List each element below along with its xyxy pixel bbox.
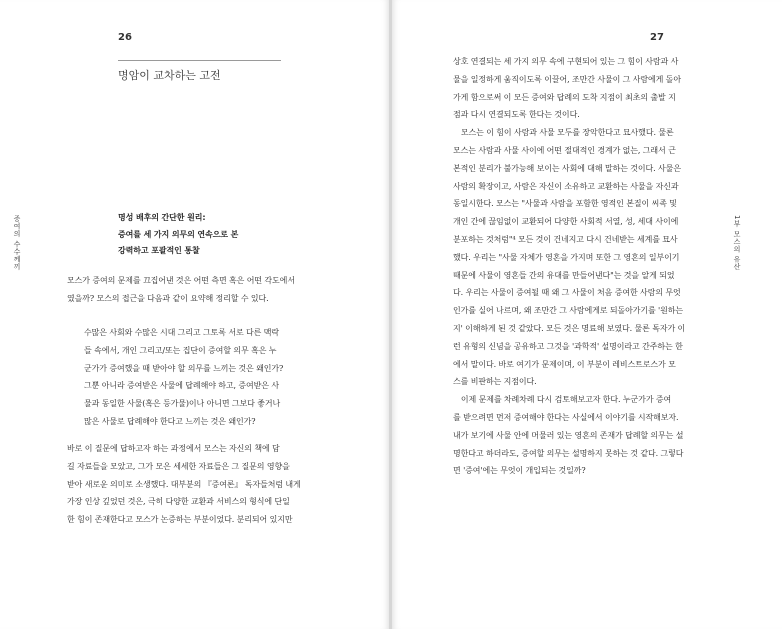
- text-line: 모스가 증여의 문제를 끄집어낸 것은 어떤 측면 혹은 어떤 각도에서: [67, 276, 295, 285]
- chapter-title: 명암이 교차하는 고전: [118, 69, 221, 82]
- quote-line: 들 속에서, 개인 그리고/또는 집단이 증여할 의무 혹은 누: [84, 345, 277, 355]
- quote-line: 물과 동일한 사물(혹은 등가물)이나 아니면 그보다 좋거나: [84, 399, 281, 409]
- page-number: 26: [118, 32, 132, 43]
- section-side-tab: 1부 모스의 유산: [733, 215, 741, 271]
- text-line: 모스는 사람과 사물 사이에 어떤 절대적인 경계가 없는, 그래서 근: [453, 145, 676, 155]
- text-line: 런 유형의 신념을 공유하고 그것을 '과학적' 설명이라고 간주하는 한: [453, 341, 683, 351]
- text-line: 이제 문제를 차례차례 다시 검토해보고자 한다. 누군가가 증여: [453, 395, 672, 405]
- page-number: 27: [650, 32, 664, 43]
- text-line: 모스는 이 힘이 사람과 사물 모두를 장악한다고 묘사했다. 물론: [453, 128, 674, 138]
- text-line: 인가를 실어 나르며, 왜 조만간 그 사람에게로 되돌아가기를 '원하는: [453, 306, 684, 316]
- text-line: 길 자료들을 모았고, 그가 모은 세세한 자료들은 그 질문의 영향을: [67, 461, 290, 471]
- text-line: 받아 새로운 의미로 소생했다. 대부분의 『증여론』 독자들처럼 내게: [67, 479, 301, 489]
- text-line: 동일시한다. 모스는 "사물과 사람을 포함한 영적인 본질이 씨족 및: [453, 199, 677, 209]
- block-quote: [84, 324, 324, 431]
- text-line: 다. 우리는 사물이 증여될 때 왜 그 사물이 처음 증여한 사람의 무엇: [453, 288, 681, 298]
- body-text: [453, 53, 723, 480]
- text-line: 면 '증여'에는 무엇이 개입되는 것일까?: [453, 466, 586, 476]
- text-line: 한 힘이 존재한다고 모스가 논증하는 부분이었다. 분리되어 있지만: [67, 515, 293, 525]
- text-line: 했다. 우리는 "사물 자체가 영혼을 가지며 또한 그 영혼의 일부이기: [453, 252, 680, 262]
- quote-line: 그뿐 아니라 증여받은 사물에 답례해야 하고, 증여받은 사: [84, 381, 279, 391]
- chapter-title-rule: [118, 60, 281, 61]
- body-paragraph: [67, 440, 337, 529]
- text-line: 물을 일정하게 움직이도록 이끌어, 조만간 사물이 그 사람에게 돌아: [453, 74, 681, 84]
- quote-line: 수많은 사회와 수많은 시대 그리고 그토록 서로 다른 맥락: [84, 328, 279, 337]
- text-line: 였을까? 모스의 접근을 다음과 같이 요약해 정리할 수 있다.: [67, 293, 269, 303]
- text-line: 가게 함으로써 이 모든 증여와 답례의 도착 지점이 최초의 출발 지: [453, 92, 676, 102]
- text-line: 바로 이 질문에 답하고자 하는 과정에서 모스는 자신의 책에 담: [67, 444, 280, 453]
- text-line: 분포하는 것처럼"⁴ 모든 것이 건네지고 다시 건네받는 세계를 묘사: [453, 234, 678, 244]
- section-heading-line: 강력하고 포괄적인 통찰: [118, 246, 200, 255]
- section-heading: [118, 210, 348, 260]
- section-heading-line: 증여를 세 가지 의무의 연속으로 본: [118, 229, 239, 239]
- text-line: 개인 간에 끊임없이 교환되어 다양한 사회적 서열, 성, 세대 사이에: [453, 217, 679, 227]
- section-heading-line: 명성 배후의 간단한 원리:: [118, 213, 206, 222]
- quote-line: 군가가 증여했을 때 받아야 할 의무를 느끼는 것은 왜인가?: [84, 363, 284, 373]
- text-line: 사람의 확장이고, 사람은 자신이 소유하고 교환하는 사물을 자신과: [453, 181, 679, 191]
- text-line: 때문에 사물이 영혼들 간의 유대를 만들어낸다"는 것을 알게 되었: [453, 270, 675, 280]
- body-paragraph: [67, 272, 337, 308]
- text-line: 본적인 분리가 불가능해 보이는 사회에 대해 말하는 것이다. 사물은: [453, 163, 681, 173]
- text-line: 내가 보기에 사물 안에 머물러 있는 영혼의 존재가 답례할 의무는 설: [453, 430, 684, 440]
- text-line: 를 받으려면 먼저 증여해야 한다는 사실에서 이야기를 시작해보자.: [453, 412, 679, 422]
- section-side-tab: 증여의 수수께끼: [13, 215, 21, 271]
- text-line: 명한다고 하더라도, 증여할 의무는 설명하지 못하는 것 같다. 그렇다: [453, 448, 684, 458]
- right-page: [392, 0, 782, 629]
- text-line: 스를 비판하는 지점이다.: [453, 377, 537, 387]
- text-line: 가장 인상 깊었던 것은, 극히 다양한 교환과 서비스의 형식에 단일: [67, 497, 290, 507]
- text-line: 에서 말이다. 바로 여기가 문제이며, 이 부분이 레비스트로스가 모: [453, 359, 676, 369]
- text-line: 지' 이해하게 된 것 같았다. 모든 것은 명료해 보였다. 물론 독자가 이: [453, 323, 686, 333]
- text-line: 점과 다시 연결되도록 한다는 것이다.: [453, 110, 580, 120]
- left-page: [0, 0, 389, 629]
- quote-line: 많은 사물로 답례해야 한다고 느끼는 것은 왜인가?: [84, 416, 256, 426]
- text-line: 상호 연결되는 세 가지 의무 속에 구현되어 있는 그 힘이 사람과 사: [453, 57, 679, 66]
